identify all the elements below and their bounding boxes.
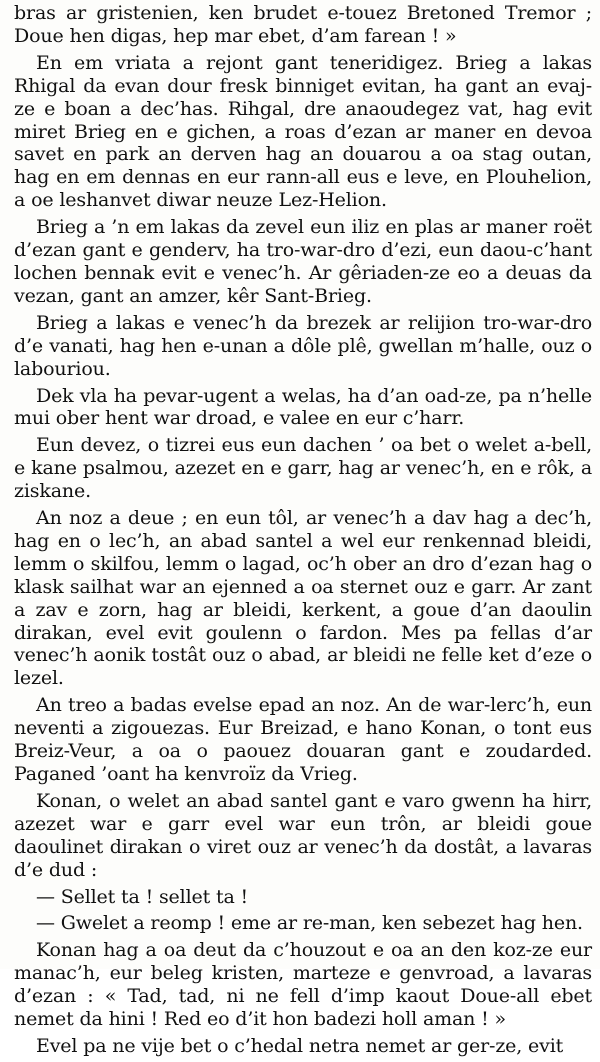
- paragraph-8: An treo a badas evelse epad an noz. An de war-lerc’h, eun neventi a zigouezas. Eur Breizad, e hano Konan, o tont eus Breiz-Veur, a oa o paouez douaran gant e zoudarded. Paganed ’oant ha kenvroïz da Vrieg.: [14, 694, 592, 785]
- dialog-line-1: — Sellet ta ! sellet ta !: [36, 885, 249, 908]
- paragraph-5: Dek vla ha pevar-ugent a welas, ha d’an oad-ze, pa n’helle mui ober hent war droad, e valee en eur c’harr.: [14, 384, 592, 430]
- dialog-line-2: — Gwelet a reomp ! eme ar re-man, ken sebezet hag hen.: [36, 912, 583, 935]
- paragraph-3: Brieg a ’n em lakas da zevel eun iliz en plas ar maner roët d’ezan gant e genderv, ha tro-war-dro d’ezi, eun daou-c’hant lochen bennak evit e venec’h. Ar gêriaden-ze eo a deuas da vezan, gant an amzer, kêr Sant-Brieg.: [14, 216, 592, 307]
- paragraph-9: Konan, o welet an abad santel gant e varo gwenn ha hirr, azezet war e garr evel war eun trôn, ar bleidi goue daoulinet dirakan o viret ouz ar venec’h da dostât, a lavaras d’e dud :: [14, 789, 592, 881]
- paragraph-10: Konan hag a oa deut da c’houzout e oa an den koz-ze eur manac’h, eur beleg kristen, marteze e genvroad, a lavaras d’ezan : « Tad, tad, ni ne fell d’imp kaout Doue-all ebet nemet da hini ! Red eo d’it hon badezi holl aman ! »: [14, 939, 592, 1031]
- text-column: [14, 2, 592, 1062]
- paragraph-2: En em vriata a rejont gant teneridigez. Brieg a lakas Rhigal da evan dour fresk binniget evitan, ha gant an evaj-ze e boan a dec’has. Rihgal, dre anaoudegez vat, hag evit miret Brieg en e gichen, a roas d’ezan ar maner en devoa savet en park an derven hag an douarou a oa stag outan, hag en em dennas en eur rann-all eus e leve, en Plouhelion, a oe leshanvet diwar neuze Lez-Helion.: [14, 51, 592, 212]
- paragraph-7: An noz a deue ; en eun tôl, ar venec’h a dav hag a dec’h, hag en o lec’h, an abad santel a wel eur renkennad bleidi, lemm o skilfou, lemm o lagad, oc’h ober an dro d’ezan hag o klask sailhat war an ejenned a oa sternet ouz e garr. Ar zant a zav e zorn, hag ar bleidi, kerkent, a goue d’an daoulin dirakan, evel evit goulenn o fardon. Mes pa fellas d’ar venec’h aonik tostât ouz o abad, ar bleidi ne felle ket d’eze o lezel.: [14, 507, 592, 690]
- paragraph-4: Brieg a lakas e venec’h da brezek ar relijion tro-war-dro d’e vanati, hag hen e-unan a dôle plê, gwellan m’halle, ouz o labouriou.: [14, 311, 592, 380]
- paragraph-11: Evel pa ne vije bet o c’hedal netra nemet ar ger-ze, evit: [36, 1034, 564, 1057]
- paragraph-1: bras ar gristenien, ken brudet e-touez Bretoned Tremor ; Doue hen digas, hep mar ebet, d’am farean ! »: [14, 2, 592, 47]
- paragraph-6: Eun devez, o tizrei eus eun dachen ’ oa bet o welet a-bell, e kane psalmou, azezet en e garr, hag ar venec’h, en e rôk, a ziskane.: [14, 434, 592, 503]
